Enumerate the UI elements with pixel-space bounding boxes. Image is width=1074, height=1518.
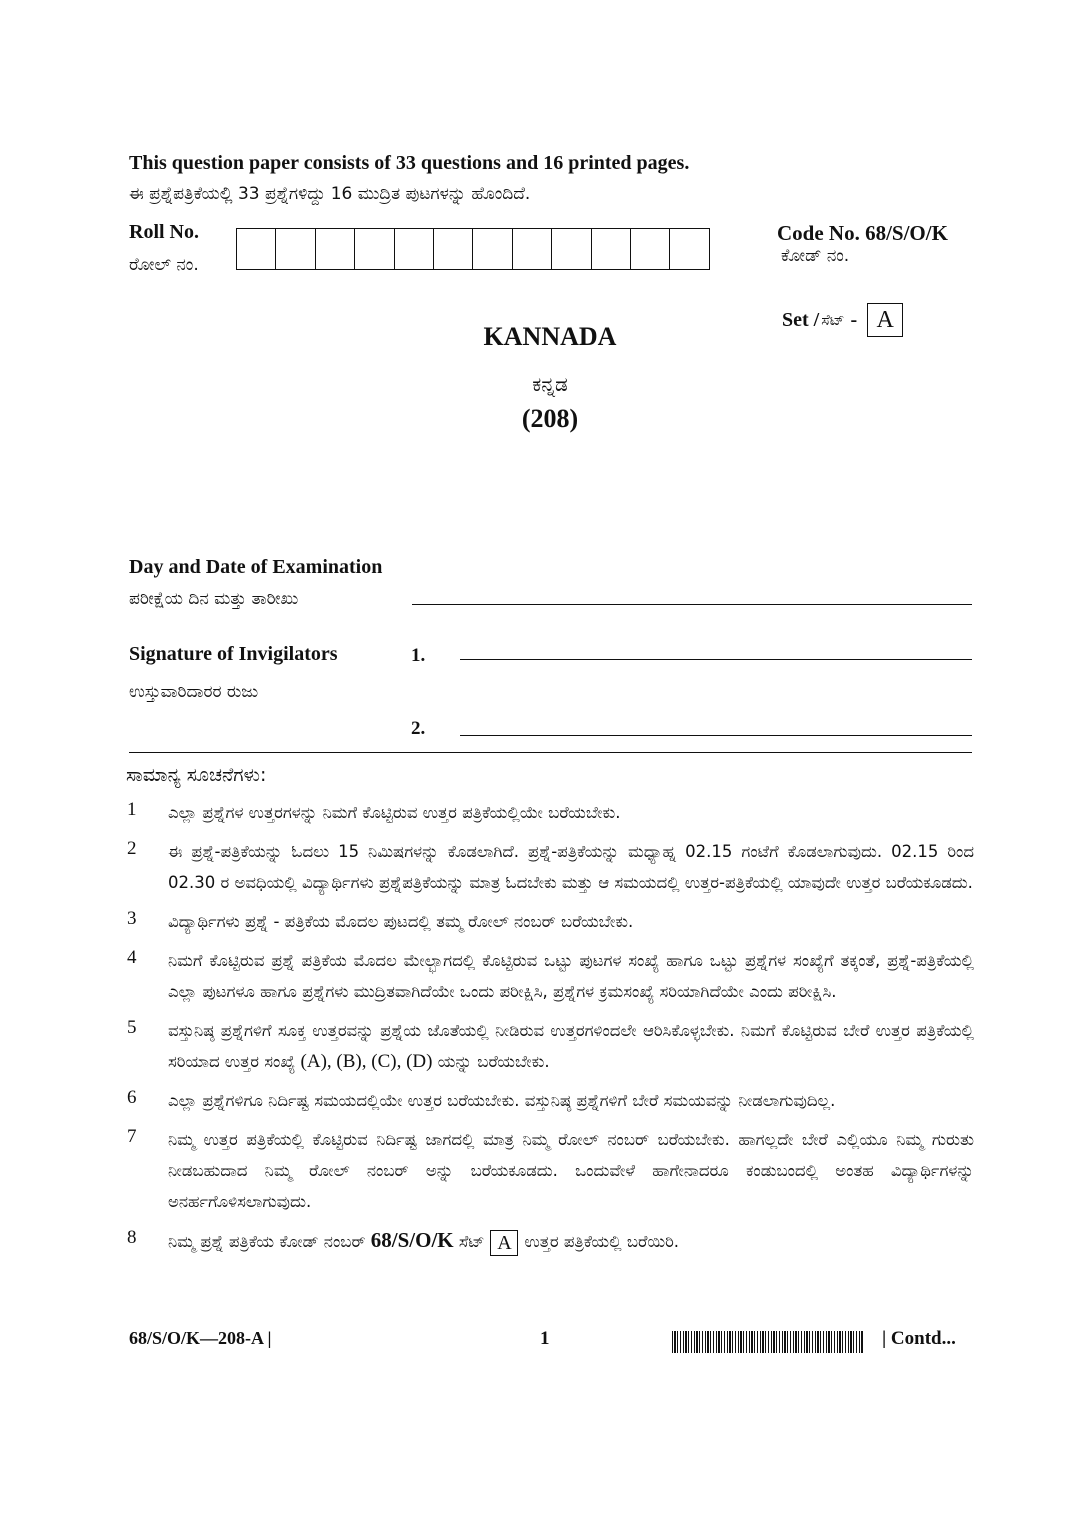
roll-digit-box[interactable] (631, 229, 670, 269)
signature-2-number: 2. (411, 718, 426, 739)
instructions-list (127, 797, 974, 1265)
instruction-text: ನಿಮಗೆ ಕೊಟ್ಟಿರುವ ಪ್ರಶ್ನೆ ಪತ್ರಿಕೆಯ ಮೊದಲ ಮೇಲ್ಭಾಗದಲ್ಲಿ ಕೊಟ್ಟಿರುವ ಒಟ್ಟು ಪುಟಗಳ ಸಂಖ್ಯೆ ಹಾಗೂ ಒಟ್ಟು ಪ್ರಶ್ನೆಗಳ ಸಂಖ್ಯೆಗೆ ತಕ್ಕಂತೆ, ಪ್ರಶ್ನೆ-ಪತ್ರಿಕೆಯಲ್ಲಿ ಎಲ್ಲಾ ಪುಟಗಳೂ ಹಾಗೂ ಪ್ರಶ್ನೆಗಳು ಮುದ್ರಿತವಾಗಿದೆಯೇ ಒಂದು ಪರೀಕ್ಷಿಸಿ, ಪ್ರಶ್ನೆಗಳ ಕ್ರಮಸಂಖ್ಯೆ ಸರಿಯಾಗಿದೆಯೇ ಎಂದು ಪರೀಕ್ಷಿಸಿ. (168, 951, 974, 1001)
roll-digit-box[interactable] (513, 229, 552, 269)
footer-page-number: 1 (540, 1328, 550, 1349)
exam-date-label-kn: ಪರೀಕ್ಷೆಯ ದಿನ ಮತ್ತು ತಾರೀಖು (129, 589, 299, 609)
set-label-kn: ಸೆಟ್ (821, 311, 845, 329)
instruction-number: 6 (127, 1087, 137, 1108)
instruction-number: 2 (127, 838, 137, 859)
instruction-item (127, 797, 974, 828)
roll-digit-box[interactable] (395, 229, 434, 269)
footer-contd: | Contd... (882, 1328, 956, 1349)
header-pages-line-kn: ಈ ಪ್ರಶ್ನೆಪತ್ರಿಕೆಯಲ್ಲಿ 33 ಪ್ರಶ್ನೆಗಳಿದ್ದು 16 ಮುದ್ರಿತ ಪುಟಗಳನ್ನು ಹೊಂದಿದೆ. (129, 184, 531, 204)
roll-label-kn: ರೋಲ್ ನಂ. (129, 255, 199, 275)
roll-digit-box[interactable] (237, 229, 276, 269)
instruction-number: 8 (127, 1227, 137, 1248)
set-box-inline: A (490, 1230, 518, 1256)
instruction-text-wrap (168, 1225, 974, 1257)
instructions-title: ಸಾಮಾನ್ಯ ಸೂಚನೆಗಳು: (126, 764, 267, 786)
instruction-text: ನಿಮ್ಮ ಪ್ರಶ್ನೆ ಪತ್ರಿಕೆಯ ಕೋಡ್ ನಂಬರ್ (168, 1232, 366, 1251)
instruction-item (127, 906, 974, 937)
roll-digit-box[interactable] (276, 229, 315, 269)
barcode (672, 1331, 864, 1353)
answer-options: (A), (B), (C), (D) (300, 1051, 433, 1072)
set-dash: - (850, 308, 858, 331)
instruction-item (127, 1124, 974, 1217)
instruction-text: ವಿದ್ಯಾರ್ಥಿಗಳು ಪ್ರಶ್ನೆ - ಪತ್ರಿಕೆಯ ಮೊದಲ ಪುಟದಲ್ಲಿ ತಮ್ಮ ರೋಲ್ ನಂಬರ್ ಬರೆಯಬೇಕು. (168, 912, 634, 931)
instruction-number: 3 (127, 908, 137, 929)
roll-digit-box[interactable] (316, 229, 355, 269)
instruction-text-wrap (168, 1015, 974, 1077)
instruction-number: 5 (127, 1017, 137, 1038)
instruction-item (127, 1225, 974, 1257)
roll-digit-box[interactable] (552, 229, 591, 269)
instruction-number: 7 (127, 1126, 137, 1147)
invigilator-label-kn: ಉಸ್ತುವಾರಿದಾರರ ರುಜು (129, 682, 259, 702)
instruction-text-tail: ಯನ್ನು ಬರೆಯಬೇಕು. (437, 1052, 550, 1071)
roll-digit-box[interactable] (670, 229, 708, 269)
instruction-number: 1 (127, 799, 137, 820)
code-number: Code No. 68/S/O/K (777, 221, 948, 245)
subject-title-en: KANNADA (483, 322, 617, 351)
roll-label-en: Roll No. (129, 221, 199, 243)
subject-code: (208) (521, 404, 579, 433)
set-label-en: Set / (782, 308, 820, 331)
exam-date-line[interactable] (412, 604, 972, 605)
instruction-item (127, 1085, 974, 1116)
invigilator-label-en: Signature of Invigilators (129, 643, 338, 665)
code-label-kn: ಕೋಡ್ ನಂ. (781, 246, 850, 266)
signature-1-line[interactable] (460, 659, 972, 660)
subject-title-kn: ಕನ್ನಡ (532, 372, 568, 396)
instruction-text-tail: ಉತ್ತರ ಪತ್ರಿಕೆಯಲ್ಲಿ ಬರೆಯಿರಿ. (524, 1232, 680, 1251)
code-number-inline: 68/S/O/K (370, 1228, 454, 1252)
instruction-item (127, 1015, 974, 1077)
section-divider (129, 752, 972, 753)
set-box: A (867, 303, 903, 337)
instruction-item (127, 945, 974, 1007)
signature-1-number: 1. (411, 645, 426, 666)
instruction-text: ನಿಮ್ಮ ಉತ್ತರ ಪತ್ರಿಕೆಯಲ್ಲಿ ಕೊಟ್ಟಿರುವ ನಿರ್ದಿಷ್ಟ ಜಾಗದಲ್ಲಿ ಮಾತ್ರ ನಿಮ್ಮ ರೋಲ್ ನಂಬರ್ ಬರೆಯಬೇಕು. ಹಾಗಲ್ಲದೇ ಬೇರೆ ಎಲ್ಲಿಯೂ ನಿಮ್ಮ ಗುರುತು ನೀಡಬಹುದಾದ ನಿಮ್ಮ ರೋಲ್ ನಂಬರ್ ಅನ್ನು ಬರೆಯಕೂಡದು. ಒಂದುವೇಳೆ ಹಾಗೇನಾದರೂ ಕಂಡುಬಂದಲ್ಲಿ ಅಂತಹ ವಿದ್ಯಾರ್ಥಿಗಳನ್ನು ಅನರ್ಹಗೊಳಿಸಲಾಗುವುದು. (168, 1130, 974, 1211)
roll-number-boxes[interactable] (236, 228, 710, 270)
set-label-inline: ಸೆಟ್ (458, 1232, 485, 1251)
instruction-text: ಎಲ್ಲಾ ಪ್ರಶ್ನೆಗಳಿಗೂ ನಿರ್ದಿಷ್ಟ ಸಮಯದಲ್ಲಿಯೇ ಉತ್ತರ ಬರೆಯಬೇಕು. ವಸ್ತುನಿಷ್ಠ ಪ್ರಶ್ನೆಗಳಿಗೆ ಬೇರೆ ಸಮಯವನ್ನು ನೀಡಲಾಗುವುದಿಲ್ಲ. (168, 1091, 836, 1110)
instruction-text: ಎಲ್ಲಾ ಪ್ರಶ್ನೆಗಳ ಉತ್ತರಗಳನ್ನು ನಿಮಗೆ ಕೊಟ್ಟಿರುವ ಉತ್ತರ ಪತ್ರಿಕೆಯಲ್ಲಿಯೇ ಬರೆಯಬೇಕು. (168, 803, 621, 822)
instruction-number: 4 (127, 947, 137, 968)
footer-paper-code: 68/S/O/K—208-A | (129, 1328, 272, 1348)
exam-date-label-en: Day and Date of Examination (129, 556, 383, 578)
instruction-text: ಈ ಪ್ರಶ್ನೆ-ಪತ್ರಿಕೆಯನ್ನು ಓದಲು 15 ನಿಮಿಷಗಳನ್ನು ಕೊಡಲಾಗಿದೆ. ಪ್ರಶ್ನೆ-ಪತ್ರಿಕೆಯನ್ನು ಮಧ್ಯಾಹ್ನ 02.15 ಗಂಟೆಗೆ ಕೊಡಲಾಗುವುದು. 02.15 ರಿಂದ 02.30 ರ ಅವಧಿಯಲ್ಲಿ ವಿದ್ಯಾರ್ಥಿಗಳು ಪ್ರಶ್ನೆಪತ್ರಿಕೆಯನ್ನು ಮಾತ್ರ ಓದಬೇಕು ಮತ್ತು ಆ ಸಮಯದಲ್ಲಿ ಉತ್ತರ-ಪತ್ರಿಕೆಯಲ್ಲಿ ಯಾವುದೇ ಉತ್ತರ ಬರೆಯಕೂಡದು. (168, 842, 974, 892)
header-pages-line-en: This question paper consists of 33 questions and 16 printed pages. (129, 152, 690, 174)
signature-2-line[interactable] (460, 735, 972, 736)
roll-digit-box[interactable] (473, 229, 512, 269)
roll-digit-box[interactable] (355, 229, 394, 269)
roll-digit-box[interactable] (434, 229, 473, 269)
roll-digit-box[interactable] (592, 229, 631, 269)
instruction-text: ವಸ್ತುನಿಷ್ಠ ಪ್ರಶ್ನೆಗಳಿಗೆ ಸೂಕ್ತ ಉತ್ತರವನ್ನು ಪ್ರಶ್ನೆಯ ಜೊತೆಯಲ್ಲಿ ನೀಡಿರುವ ಉತ್ತರಗಳಿಂದಲೇ ಆರಿಸಿಕೊಳ್ಳಬೇಕು. ನಿಮಗೆ ಕೊಟ್ಟಿರುವ ಬೇರೆ ಉತ್ತರ ಪತ್ರಿಕೆಯಲ್ಲಿ ಸರಿಯಾದ ಉತ್ತರ ಸಂಖ್ಯೆ (168, 1021, 974, 1071)
instruction-item (127, 836, 974, 898)
